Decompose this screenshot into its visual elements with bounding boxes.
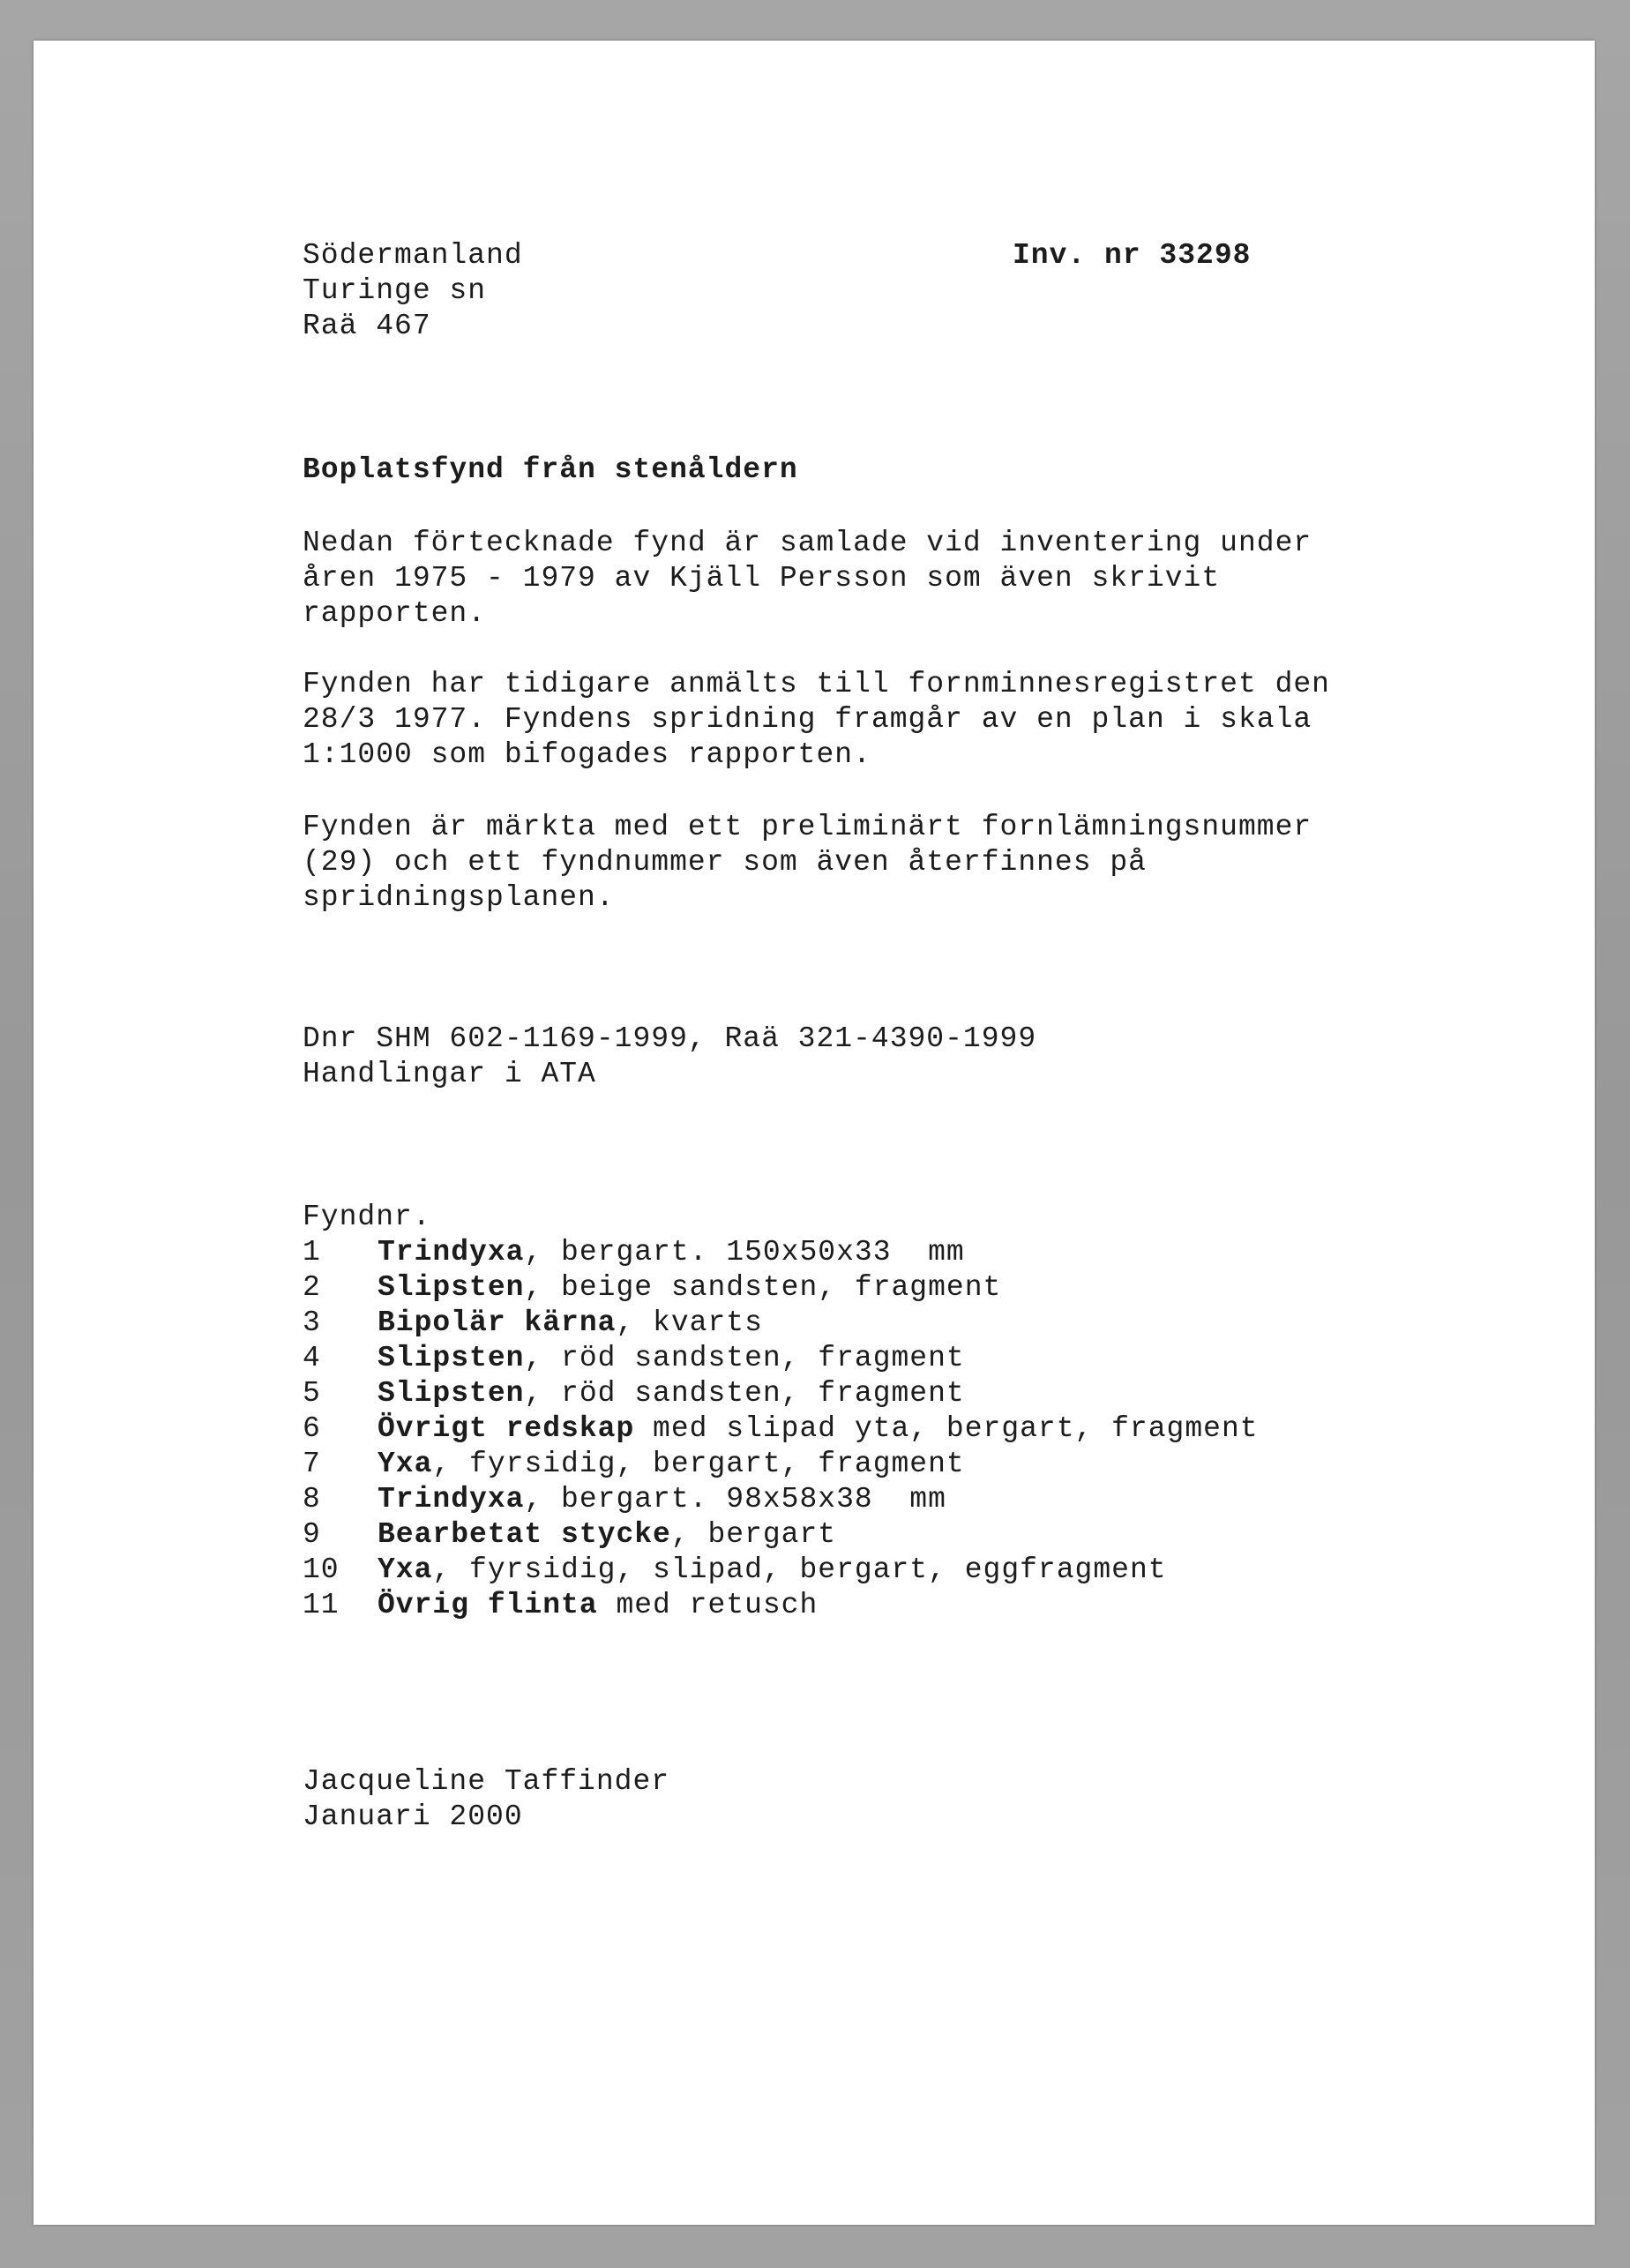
finds-heading: Fyndnr. [303,1201,431,1233]
paragraph-line: Fynden är märkta med ett preliminärt fornlämningsnummer [303,811,1312,843]
find-description: , röd sandsten, fragment [524,1342,965,1374]
paragraph-line: Fynden har tidigare anmälts till fornminnesregistret den [303,668,1330,700]
list-item [303,1235,1467,1270]
find-description: , bergart. 150x50x33 mm [524,1236,965,1269]
document-title: Boplatsfynd från stenåldern [303,453,798,486]
find-name: Bearbetat stycke [378,1518,671,1551]
list-item [303,1306,1467,1341]
list-item [303,1411,1467,1447]
find-description: , röd sandsten, fragment [524,1377,965,1410]
find-number: 11 [303,1589,340,1621]
document-header [303,238,1449,344]
paragraph-line: (29) och ett fyndnummer som även återfinnes på [303,846,1147,879]
find-number: 3 [303,1306,321,1339]
find-number: 10 [303,1553,340,1586]
paragraph-marking [303,810,1449,916]
paragraph-line: spridningsplanen. [303,881,615,914]
find-number: 9 [303,1518,321,1551]
find-name: Slipsten [378,1377,525,1410]
find-name: Slipsten [378,1342,525,1374]
location-block [303,238,523,344]
find-description: , fyrsidig, bergart, fragment [432,1448,965,1480]
document-page [34,41,1595,2225]
find-name: Övrig flinta [378,1589,598,1621]
reference-block [303,1022,1449,1092]
author-name: Jacqueline Taffinder [303,1765,670,1798]
finds-list [303,1200,1467,1623]
find-description: , kvarts [616,1306,763,1339]
find-description: med slipad yta, bergart, fragment [634,1412,1259,1445]
region-text: Södermanland [303,239,523,272]
find-description: med retusch [597,1589,819,1621]
paragraph-line: rapporten. [303,597,487,630]
find-name: Bipolär kärna [378,1306,617,1339]
find-description: , fyrsidig, slipad, bergart, eggfragment [432,1553,1167,1586]
paragraph-line: åren 1975 - 1979 av Kjäll Persson som även skrivit [303,562,1221,595]
list-item [303,1341,1467,1376]
find-number: 7 [303,1448,321,1480]
list-item [303,1447,1467,1482]
paragraph-line: 28/3 1977. Fyndens spridning framgår av en plan i skala [303,703,1312,736]
signature-date: Januari 2000 [303,1800,523,1833]
dnr-text: Dnr SHM 602-1169-1999, Raä 321-4390-1999 [303,1022,1037,1055]
find-name: Yxa [378,1553,433,1586]
find-description: , beige sandsten, fragment [524,1271,1002,1304]
list-item [303,1553,1467,1588]
list-item [303,1517,1467,1553]
raa-text: Raä 467 [303,310,431,342]
find-name: Yxa [378,1448,433,1480]
archive-text: Handlingar i ATA [303,1058,596,1090]
paragraph-collection [303,526,1449,632]
find-name: Trindyxa [378,1236,525,1269]
list-item [303,1376,1467,1411]
find-description: , bergart. 98x58x38 mm [524,1483,946,1516]
list-item [303,1270,1467,1306]
find-number: 8 [303,1483,321,1516]
find-number: 5 [303,1377,321,1410]
find-name: Övrigt redskap [378,1412,635,1445]
find-number: 4 [303,1342,321,1374]
signature-block [303,1764,1449,1835]
paragraph-line: 1:1000 som bifogades rapporten. [303,738,871,771]
list-item [303,1588,1467,1623]
find-description: , bergart [670,1518,837,1551]
paragraph-registry [303,667,1449,773]
find-number: 1 [303,1236,321,1269]
list-item [303,1482,1467,1517]
find-number: 6 [303,1412,321,1445]
parish-text: Turinge sn [303,274,487,307]
header-row [303,238,1449,344]
find-name: Trindyxa [378,1483,525,1516]
find-name: Slipsten [378,1271,525,1304]
inventory-number: Inv. nr 33298 [1013,239,1252,272]
find-number: 2 [303,1271,321,1304]
paragraph-line: Nedan förtecknade fynd är samlade vid inventering under [303,527,1312,559]
